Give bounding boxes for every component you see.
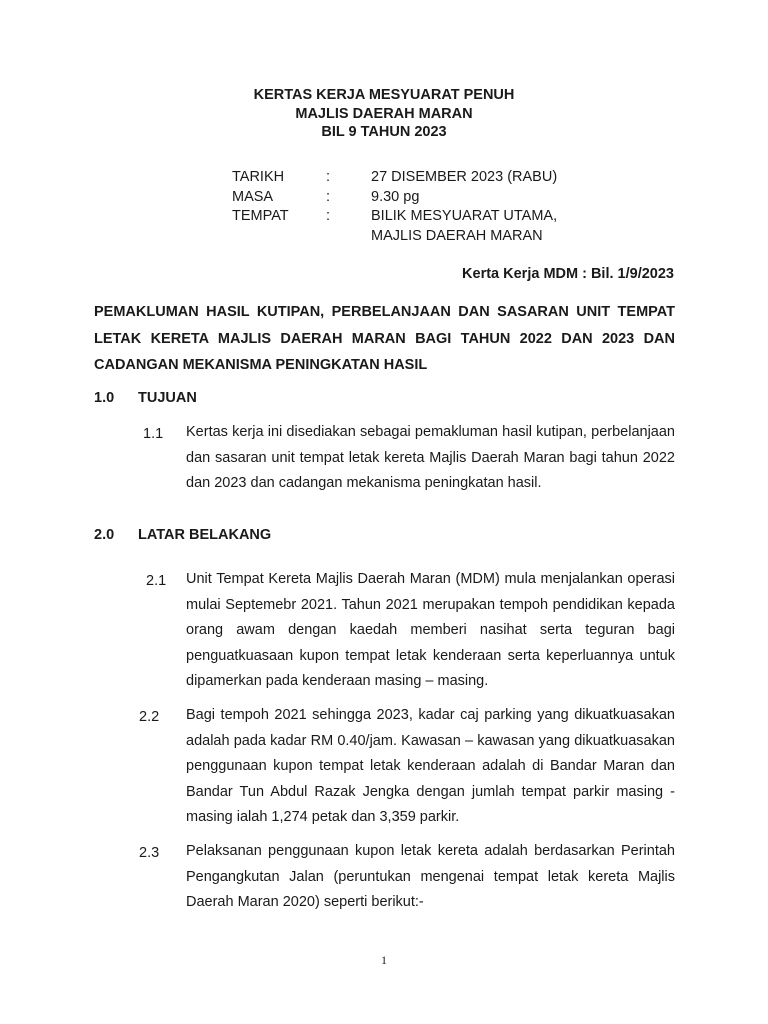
paragraph-text: Pelaksanan penggunaan kupon letak kereta adalah berdasarkan Perintah Pengangkutan Jalan (peruntukan mengenai tempat letak kereta Majlis Daerah Maran 2020) seperti berikut:- <box>186 843 675 910</box>
document-header-line-2: MAJLIS DAERAH MARAN <box>295 106 473 122</box>
document-header-line-3: BIL 9 TAHUN 2023 <box>321 124 447 140</box>
section-number: 2.0 <box>94 527 115 543</box>
meeting-time-value: 9.30 pg <box>371 189 420 205</box>
paragraph-number: 2.1 <box>146 573 167 589</box>
meeting-date-value: 27 DISEMBER 2023 (RABU) <box>371 169 558 185</box>
meeting-place-label: TEMPAT <box>232 208 289 224</box>
meeting-place-value-1: BILIK MESYUARAT UTAMA, <box>371 208 558 224</box>
meeting-date-colon: : <box>326 169 331 185</box>
meeting-time-colon: : <box>326 189 331 205</box>
meeting-place-colon: : <box>326 208 331 224</box>
document-header-line-1: KERTAS KERJA MESYUARAT PENUH <box>253 87 515 103</box>
paragraph-number: 2.3 <box>139 845 160 861</box>
section-number: 1.0 <box>94 390 115 406</box>
paragraph-number: 1.1 <box>143 426 164 442</box>
paragraph-number: 2.2 <box>139 709 160 725</box>
section-heading: LATAR BELAKANG <box>138 527 272 543</box>
paragraph-text: Unit Tempat Kereta Majlis Daerah Maran (MDM) mula menjalankan operasi mulai Septemebr 2021. Tahun 2021 merupakan tempoh pendidikan kepada orang awam dengan kaedah memberi nasihat serta teguran bagi penguatkuasaan kupon tempat letak kenderaan serta keperluannya untuk dipamerkan pada kenderaan masing – masing. <box>186 571 675 689</box>
meeting-time-label: MASA <box>232 189 274 205</box>
meeting-place-value-2: MAJLIS DAERAH MARAN <box>371 228 543 244</box>
paragraph-text: Bagi tempoh 2021 sehingga 2023, kadar caj parking yang dikuatkuasakan adalah pada kadar RM 0.40/jam. Kawasan – kawasan yang dikuatkuasakan penggunaan kupon tempat letak kenderaan adalah di Bandar Maran dan Bandar Tun Abdul Razak Jengka dengan jumlah tempat parkir masing - masing ialah 1,274 petak dan 3,359 parkir. <box>186 707 675 825</box>
section-heading: TUJUAN <box>138 390 197 406</box>
page-number: 1 <box>381 953 387 967</box>
paper-reference-number: Kerta Kerja MDM : Bil. 1/9/2023 <box>462 266 674 282</box>
paragraph-text: Kertas kerja ini disediakan sebagai pemakluman hasil kutipan, perbelanjaan dan sasaran unit tempat letak kereta Majlis Daerah Maran bagi tahun 2022 dan 2023 dan cadangan mekanisma peningkatan hasil. <box>186 424 675 491</box>
paper-title: PEMAKLUMAN HASIL KUTIPAN, PERBELANJAAN DAN SASARAN UNIT TEMPAT LETAK KERETA MAJLIS DAERAH MARAN BAGI TAHUN 2022 DAN 2023 DAN CADANGAN MEKANISMA PENINGKATAN HASIL <box>94 304 675 373</box>
meeting-date-label: TARIKH <box>232 169 285 185</box>
